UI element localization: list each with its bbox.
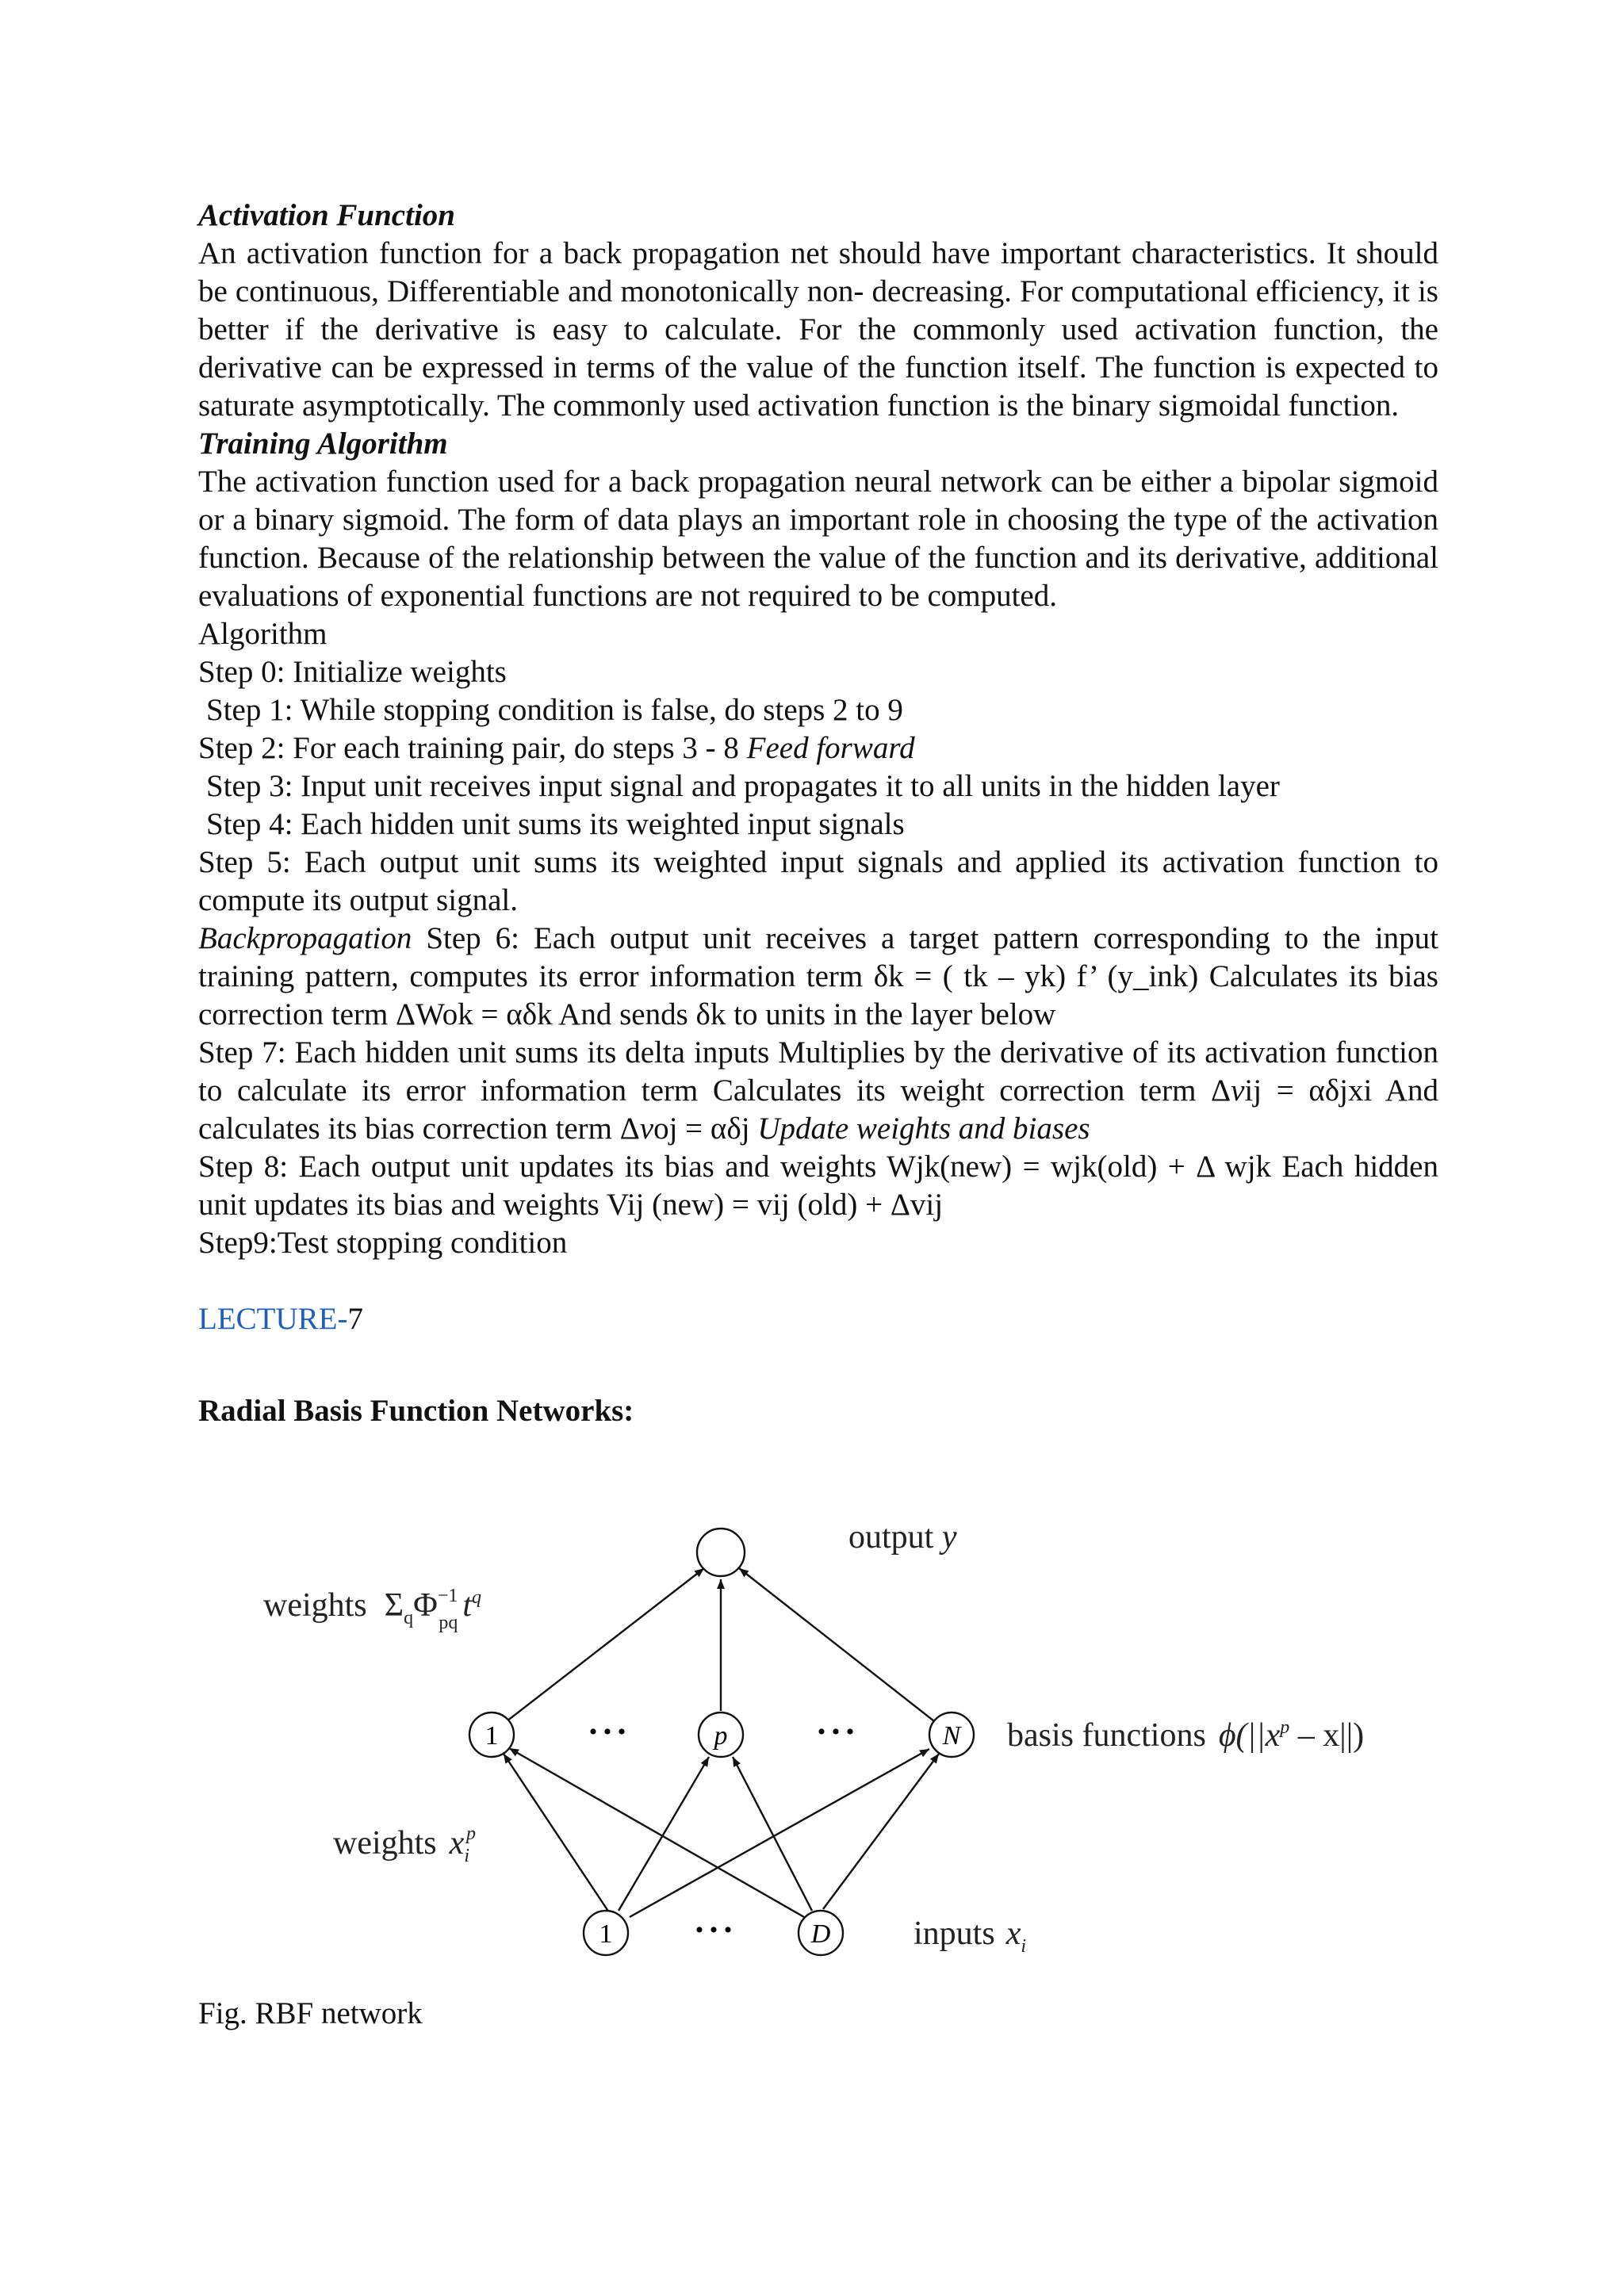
step-2-text: Step 2: For each training pair, do steps 3 - 8 <box>198 731 739 765</box>
feed-forward-label: Feed forward <box>746 731 915 765</box>
output-edges <box>500 1568 941 1727</box>
hidden-node-1-label: 1 <box>485 1721 499 1751</box>
output-label: output y <box>848 1519 957 1556</box>
step-7 <box>198 1034 1438 1148</box>
step-9: Step9:Test stopping condition <box>198 1226 568 1260</box>
step-8: Step 8: Each output unit updates its bias and weights Wjk(new) = wjk(old) + Δ wjk Each hidden unit updates its bias and weights Vij (new) = vij (old) + Δvij <box>198 1150 1438 1222</box>
bottom-weights-label: weights $x_ip$ <box>333 1823 476 1866</box>
hidden-node-N <box>929 1712 974 1757</box>
basis-functions-label: basis functions $\phi(||x^p - x||)$ <box>1007 1717 1365 1754</box>
hidden-node-p <box>699 1712 743 1757</box>
input-edges <box>504 1748 939 1917</box>
edge-input1-hiddenN <box>630 1749 929 1917</box>
training-algorithm-heading: Training Algorithm <box>198 427 448 461</box>
lecture-heading <box>198 1300 1438 1338</box>
input-node-D-label: D <box>810 1919 831 1949</box>
hidden-dots-left: • • • <box>588 1719 626 1745</box>
step-5: Step 5: Each output unit sums its weighted input signals and applied its activation function to compute its output signal. <box>198 845 1438 917</box>
step-7-v-symbol: v <box>1231 1073 1245 1108</box>
edge-inputD-hidden1 <box>509 1748 804 1917</box>
hidden-node-N-label: N <box>942 1721 961 1751</box>
edge-inputD-hiddenp <box>733 1757 812 1911</box>
step-3: Step 3: Input unit receives input signal and propagates it to all units in the hidden layer <box>206 769 1280 803</box>
hidden-dots-right: • • • <box>817 1719 855 1745</box>
training-algorithm-paragraph: The activation function used for a back propagation neural network can be either a bipolar sigmoid or a binary sigmoid. The form of data plays an important role in choosing the type of the activation function. Because of the relationship between the value of the function and its derivative, additional evaluations of exponential functions are not required to be computed. <box>198 465 1438 613</box>
step-7-v-symbol-2: v <box>639 1112 654 1146</box>
edge-input1-hidden1 <box>504 1754 609 1912</box>
edge-hiddenN-output <box>739 1568 941 1727</box>
lecture-number: 7 <box>347 1302 363 1336</box>
algorithm-label: Algorithm <box>198 617 327 651</box>
lecture-word: LECTURE- <box>198 1302 348 1336</box>
hidden-node-1 <box>469 1712 514 1757</box>
inputs-label: inputs $x_i$ <box>914 1915 1027 1957</box>
step-6-text: Step 6: Each output unit receives a target pattern corresponding to the input training pattern, computes its error information term δk = ( tk – yk) f’ (y_ink) Calculates its bias correction term ΔWok = αδk And sends δk to units in the layer below <box>198 921 1438 1031</box>
output-node <box>697 1529 745 1576</box>
step-2 <box>198 729 1438 767</box>
activation-function-heading: Activation Function <box>198 198 455 232</box>
figure-caption: Fig. RBF network <box>198 1996 423 2030</box>
activation-function-paragraph: An activation function for a back propagation net should have important characteristics. It should be continuous, Differentiable and monotonically non- decreasing. For computational efficiency, it is better if the derivative is easy to calculate. For the commonly used activation function, the derivative can be expressed in terms of the value of the function itself. The function is expected to saturate asymptotically. The commonly used activation function is the binary sigmoidal function. <box>198 236 1438 423</box>
input-node-D <box>799 1911 843 1955</box>
input-dots: • • • <box>695 1917 733 1943</box>
step-7-text-c: oj = αδj <box>653 1112 758 1146</box>
step-4: Step 4: Each hidden unit sums its weighted input signals <box>206 807 905 841</box>
edge-hidden1-output <box>500 1568 704 1727</box>
document-page <box>198 197 1438 1430</box>
hidden-node-p-label: p <box>714 1721 728 1751</box>
top-weights-label: weights $\Sigma_q\Phi^{-1}$ pq $t^q$ <box>263 1586 482 1633</box>
backpropagation-label: Backpropagation <box>198 921 412 955</box>
step-0: Step 0: Initialize weights <box>198 655 507 689</box>
step-6 <box>198 920 1438 1034</box>
input-node-1-label: 1 <box>599 1919 613 1949</box>
step-1: Step 1: While stopping condition is false, do steps 2 to 9 <box>206 693 903 727</box>
rbf-heading: Radial Basis Function Networks: <box>198 1394 634 1428</box>
input-node-1 <box>584 1911 628 1955</box>
update-weights-label: Update weights and biases <box>757 1112 1090 1146</box>
rbf-network-diagram <box>254 1506 1427 1998</box>
step-7-text-b: ij = αδjxi And calculates its bias correction term Δ <box>198 1073 1438 1146</box>
edge-input1-hiddenp <box>619 1757 709 1911</box>
step-7-text-a: Step 7: Each hidden unit sums its delta inputs Multiplies by the derivative of its activation function to calculate its error information term Calculates its weight correction term Δ <box>198 1035 1438 1108</box>
